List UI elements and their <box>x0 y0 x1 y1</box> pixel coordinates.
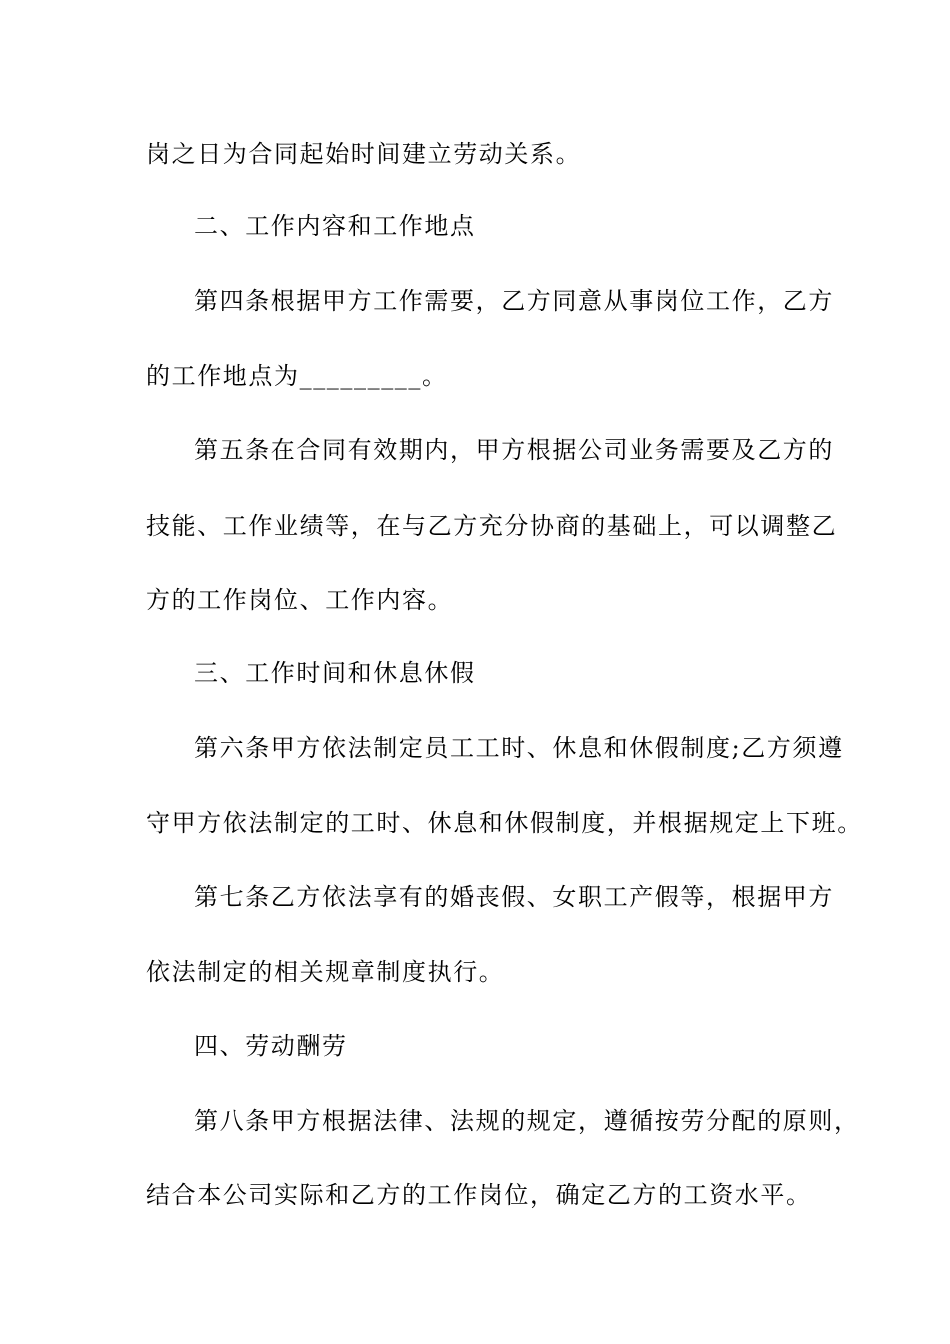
article-7-line-1: 第七条乙方依法享有的婚丧假、女职工产假等，根据甲方 <box>194 883 834 911</box>
paragraph-line-1: 岗之日为合同起始时间建立劳动关系。 <box>146 140 582 168</box>
article-4-line-1: 第四条根据甲方工作需要，乙方同意从事岗位工作，乙方 <box>194 287 834 315</box>
article-8-line-2: 结合本公司实际和乙方的工作岗位，确定乙方的工资水平。 <box>146 1181 812 1209</box>
article-6-line-2: 守甲方依法制定的工时、休息和休假制度，并根据规定上下班。 <box>146 809 863 837</box>
article-5-line-1: 第五条在合同有效期内，甲方根据公司业务需要及乙方的 <box>194 436 834 464</box>
article-6-line-1: 第六条甲方依法制定员工工时、休息和休假制度;乙方须遵 <box>194 734 844 762</box>
article-5-line-2: 技能、工作业绩等，在与乙方充分协商的基础上，可以调整乙 <box>146 512 838 540</box>
article-5-line-3: 方的工作岗位、工作内容。 <box>146 586 454 614</box>
section-heading-4: 四、劳动酬劳 <box>194 1032 348 1060</box>
section-heading-3: 三、工作时间和休息休假 <box>194 659 476 687</box>
section-heading-2: 二、工作内容和工作地点 <box>194 212 476 240</box>
article-7-line-2: 依法制定的相关规章制度执行。 <box>146 958 505 986</box>
article-8-line-1: 第八条甲方根据法律、法规的规定，遵循按劳分配的原则， <box>194 1107 860 1135</box>
article-4-line-2: 的工作地点为_________。 <box>146 362 448 390</box>
